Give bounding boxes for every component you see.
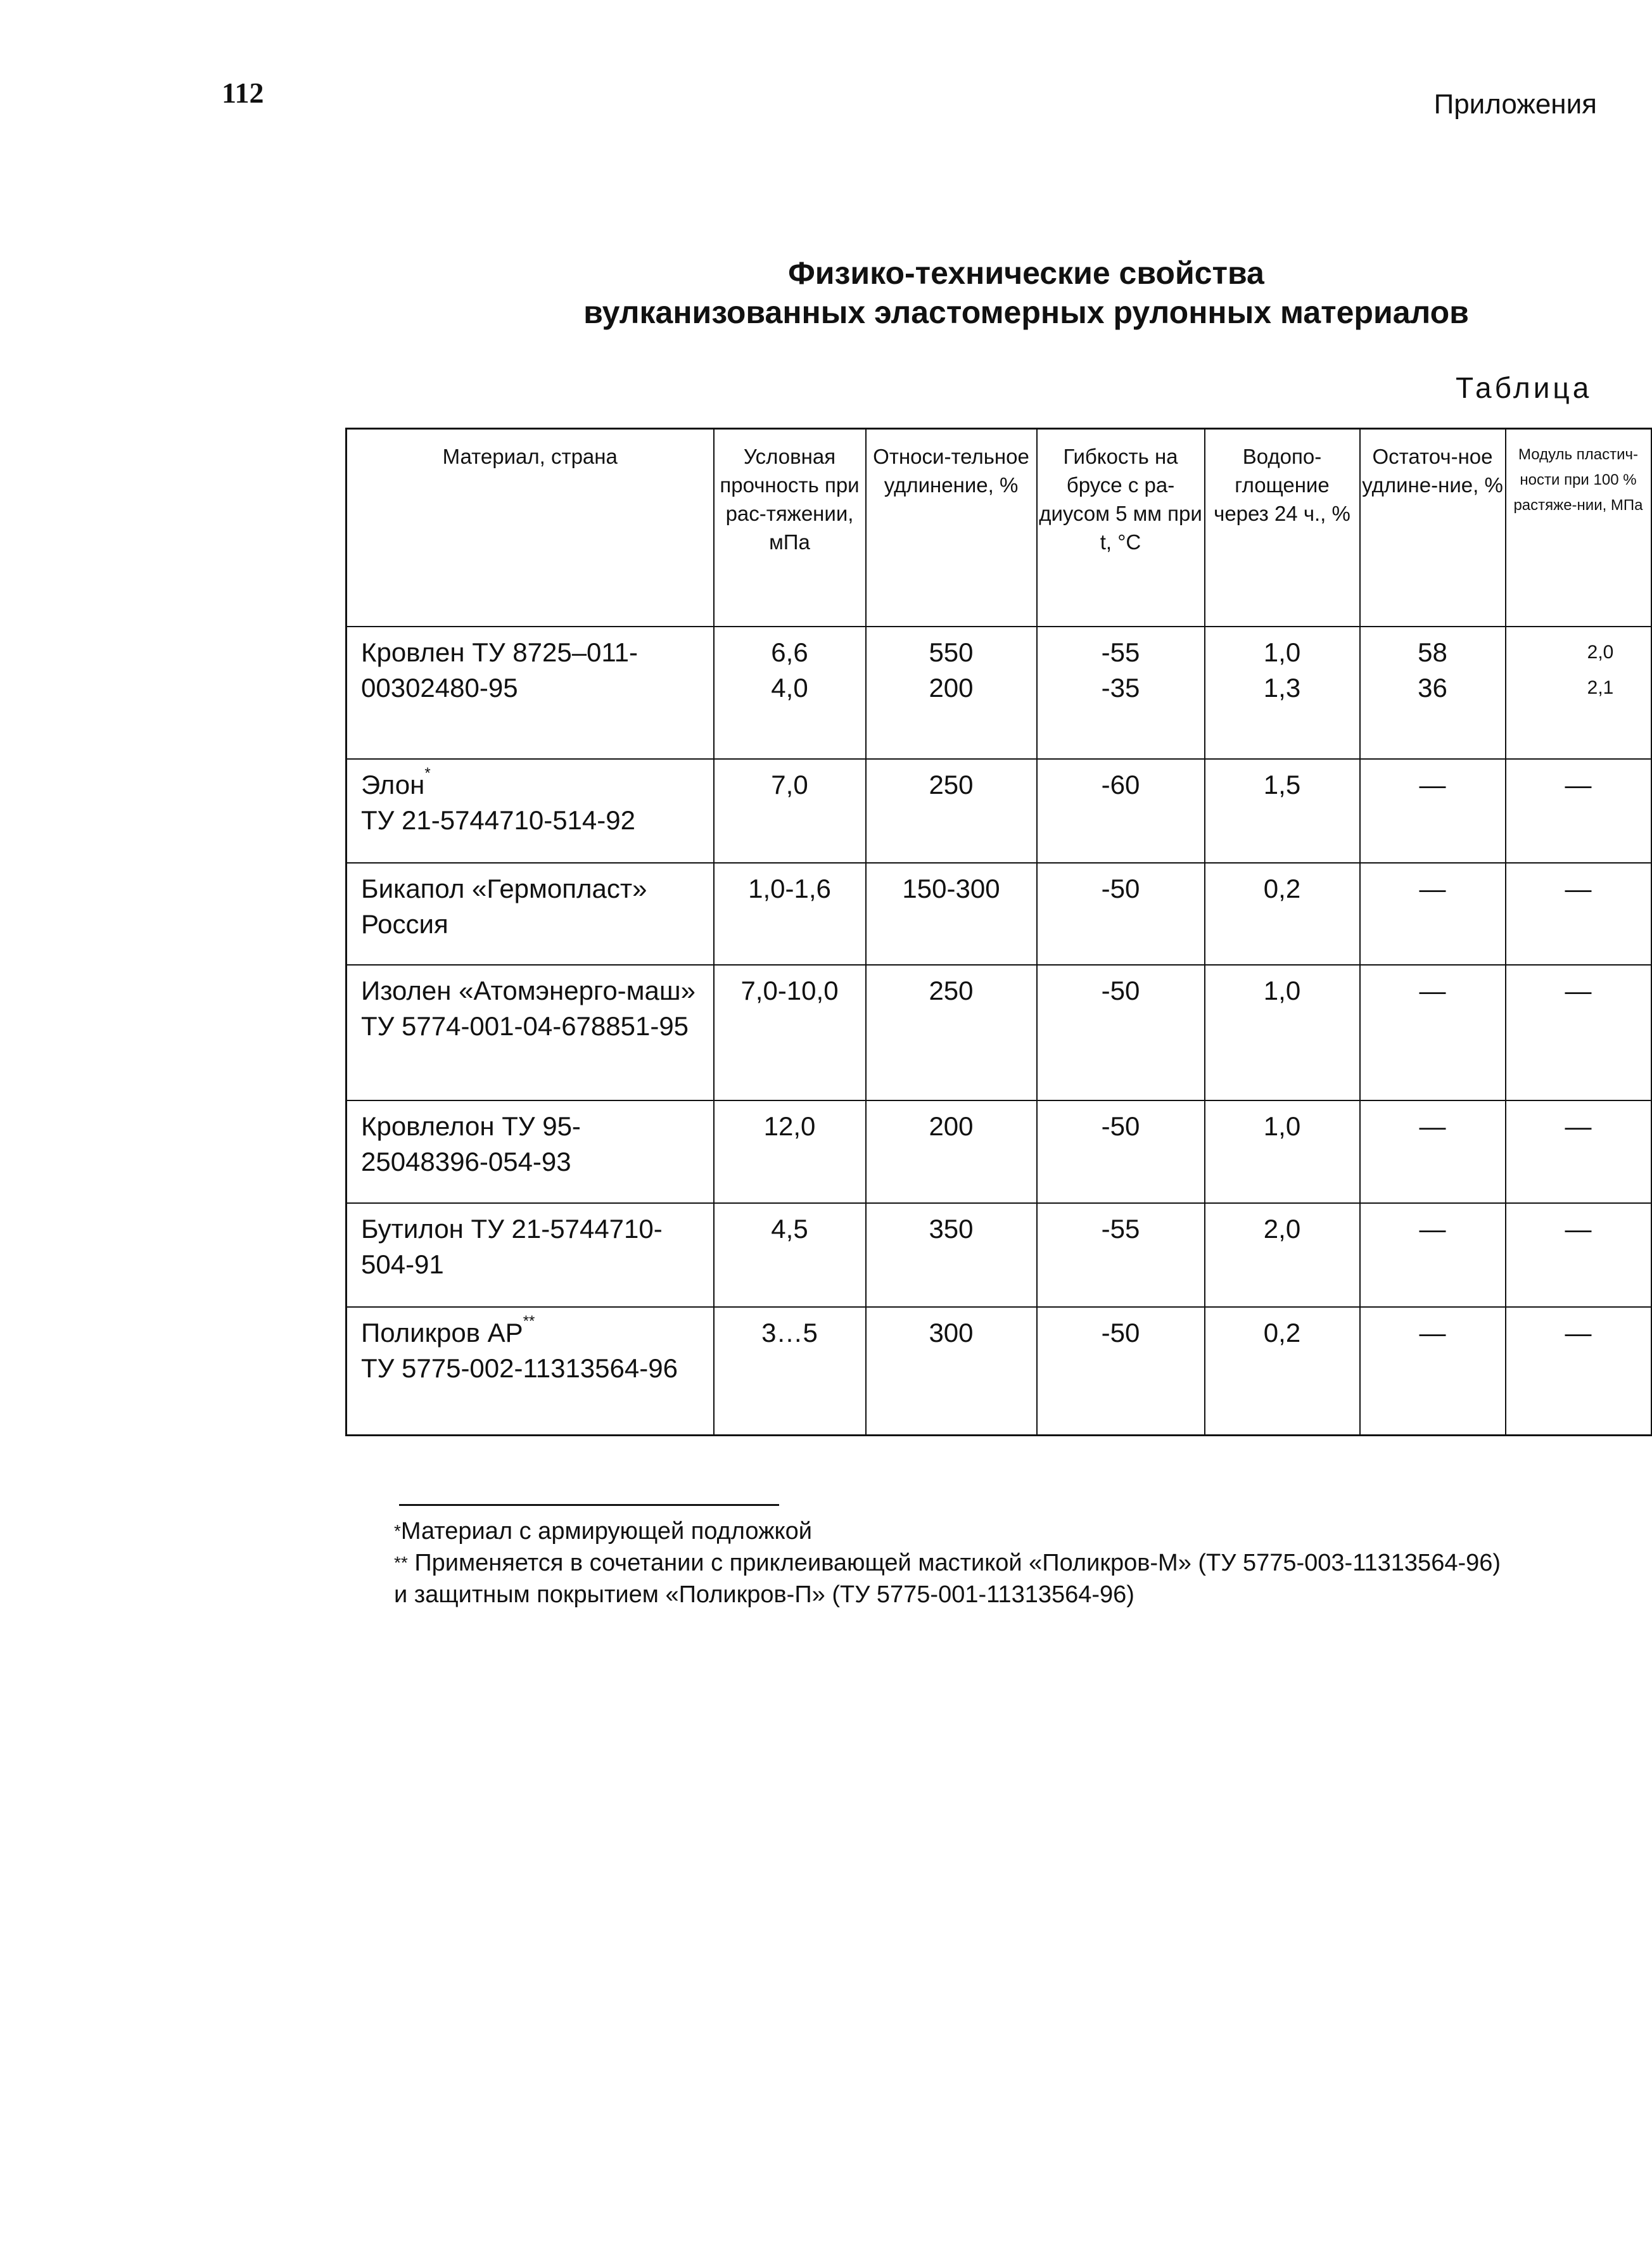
cell-multiline: 6,6 4,0 [771, 637, 808, 703]
cell-multiline: 2,0 2,1 [1587, 642, 1614, 698]
cell-multiline: 1,0 1,3 [1263, 637, 1301, 703]
cell-water-absorption: 0,2 [1205, 863, 1360, 965]
cell-water-absorption: 1,0 [1205, 1100, 1360, 1203]
title-line-1: Физико-технические свойства [788, 255, 1264, 291]
cell-multiline: 550 200 [929, 637, 974, 703]
cell-multiline: 58 36 [1418, 637, 1447, 703]
table-row [346, 863, 1651, 965]
cell-flexibility: -55 [1037, 1203, 1205, 1307]
footnote-mark: ** [394, 1553, 408, 1572]
footnote-text: Применяется в сочетании с приклеивающей мастикой «Поликров-М» (ТУ 5775-003-11313564-96) [414, 1550, 1501, 1576]
cell-multiline: -55 -35 [1101, 637, 1140, 703]
cell-material: Бутилон ТУ 21-5744710-504-91 [346, 1203, 714, 1307]
header-material: Материал, страна [346, 429, 714, 627]
page-title [557, 253, 1495, 332]
cell-modulus: — [1506, 863, 1651, 965]
cell-elongation: 350 [866, 1203, 1037, 1307]
cell-strength: 7,0 [714, 759, 866, 863]
cell-strength: 3…5 [714, 1307, 866, 1436]
cell-elongation: 300 [866, 1307, 1037, 1436]
footnote-mark: * [394, 1521, 401, 1541]
header-flexibility: Гибкость на брусе с ра-диусом 5 мм при t, °С [1037, 429, 1205, 627]
cell-water-absorption: 1,5 [1205, 759, 1360, 863]
cell-strength: 4,5 [714, 1203, 866, 1307]
running-head: Приложения [1433, 89, 1597, 120]
header-elongation: Относи-тельное удлинение, % [866, 429, 1037, 627]
cell-modulus: — [1506, 1100, 1651, 1203]
cell-material [346, 759, 714, 863]
cell-modulus: — [1506, 1307, 1651, 1436]
cell-material [346, 1307, 714, 1436]
title-line-2: вулканизованных эластомерных рулонных материалов [583, 295, 1469, 330]
cell-strength: 1,0-1,6 [714, 863, 866, 965]
cell-flexibility: -50 [1037, 1307, 1205, 1436]
cell-flexibility: -50 [1037, 863, 1205, 965]
cell-elongation: 250 [866, 759, 1037, 863]
cell-residual-elongation: — [1360, 1307, 1506, 1436]
cell-modulus: — [1506, 759, 1651, 863]
page-number: 112 [222, 77, 264, 109]
material-name: Поликров АР** [361, 1313, 535, 1348]
header-strength: Условная прочность при рас-тяжении, мПа [714, 429, 866, 627]
table-row [346, 1100, 1651, 1203]
cell-water-absorption [1205, 627, 1360, 759]
footnote-divider [399, 1504, 779, 1506]
cell-strength [714, 627, 866, 759]
cell-strength: 12,0 [714, 1100, 866, 1203]
cell-modulus [1506, 627, 1651, 759]
footnote-mark: ** [523, 1313, 535, 1330]
cell-material: Кровлен ТУ 8725–011-00302480-95 [346, 627, 714, 759]
header-residual-elongation: Остаточ-ное удлине-ние, % [1360, 429, 1506, 627]
table-row [346, 1203, 1651, 1307]
cell-modulus: — [1506, 1203, 1651, 1307]
cell-residual-elongation: — [1360, 1203, 1506, 1307]
cell-elongation: 250 [866, 965, 1037, 1100]
material-spec: ТУ 21-5744710-514-92 [361, 805, 635, 835]
header-water-absorption: Водопо-глощение через 24 ч., % [1205, 429, 1360, 627]
cell-residual-elongation: — [1360, 1100, 1506, 1203]
table-row [346, 759, 1651, 863]
cell-flexibility: -50 [1037, 965, 1205, 1100]
cell-flexibility: -50 [1037, 1100, 1205, 1203]
cell-water-absorption: 2,0 [1205, 1203, 1360, 1307]
cell-water-absorption: 1,0 [1205, 965, 1360, 1100]
cell-elongation: 200 [866, 1100, 1037, 1203]
cell-strength: 7,0-10,0 [714, 965, 866, 1100]
cell-material: Бикапол «Гермопласт» Россия [346, 863, 714, 965]
cell-residual-elongation: — [1360, 965, 1506, 1100]
material-spec: ТУ 5775-002-11313564-96 [361, 1353, 678, 1383]
cell-residual-elongation: — [1360, 759, 1506, 863]
cell-residual-elongation [1360, 627, 1506, 759]
properties-table [345, 428, 1652, 1436]
cell-water-absorption: 0,2 [1205, 1307, 1360, 1436]
cell-flexibility [1037, 627, 1205, 759]
cell-flexibility: -60 [1037, 759, 1205, 863]
footnote-2-continuation: и защитным покрытием «Поликров-П» (ТУ 5775-001-11313564-96) [394, 1581, 1134, 1608]
footnotes [394, 1515, 1603, 1610]
table-label: Таблица [1456, 371, 1592, 404]
table-header-row [346, 429, 1651, 627]
cell-material: Изолен «Атомэнерго-маш» ТУ 5774-001-04-678851-95 [346, 965, 714, 1100]
table-row [346, 627, 1651, 759]
footnote-text: Материал с армирующей подложкой [400, 1518, 812, 1545]
table-container [345, 428, 1643, 1436]
cell-modulus: — [1506, 965, 1651, 1100]
footnote-2 [394, 1547, 1603, 1579]
header-modulus: Модуль пластич-ности при 100 % растяже-нии, МПа [1506, 429, 1651, 627]
cell-elongation [866, 627, 1037, 759]
cell-elongation: 150-300 [866, 863, 1037, 965]
table-row [346, 1307, 1651, 1436]
footnote-1 [394, 1515, 1603, 1547]
cell-material: Кровлелон ТУ 95-25048396-054-93 [346, 1100, 714, 1203]
material-name: Элон* [361, 765, 431, 800]
table-row [346, 965, 1651, 1100]
footnote-mark: * [424, 765, 431, 782]
cell-residual-elongation: — [1360, 863, 1506, 965]
